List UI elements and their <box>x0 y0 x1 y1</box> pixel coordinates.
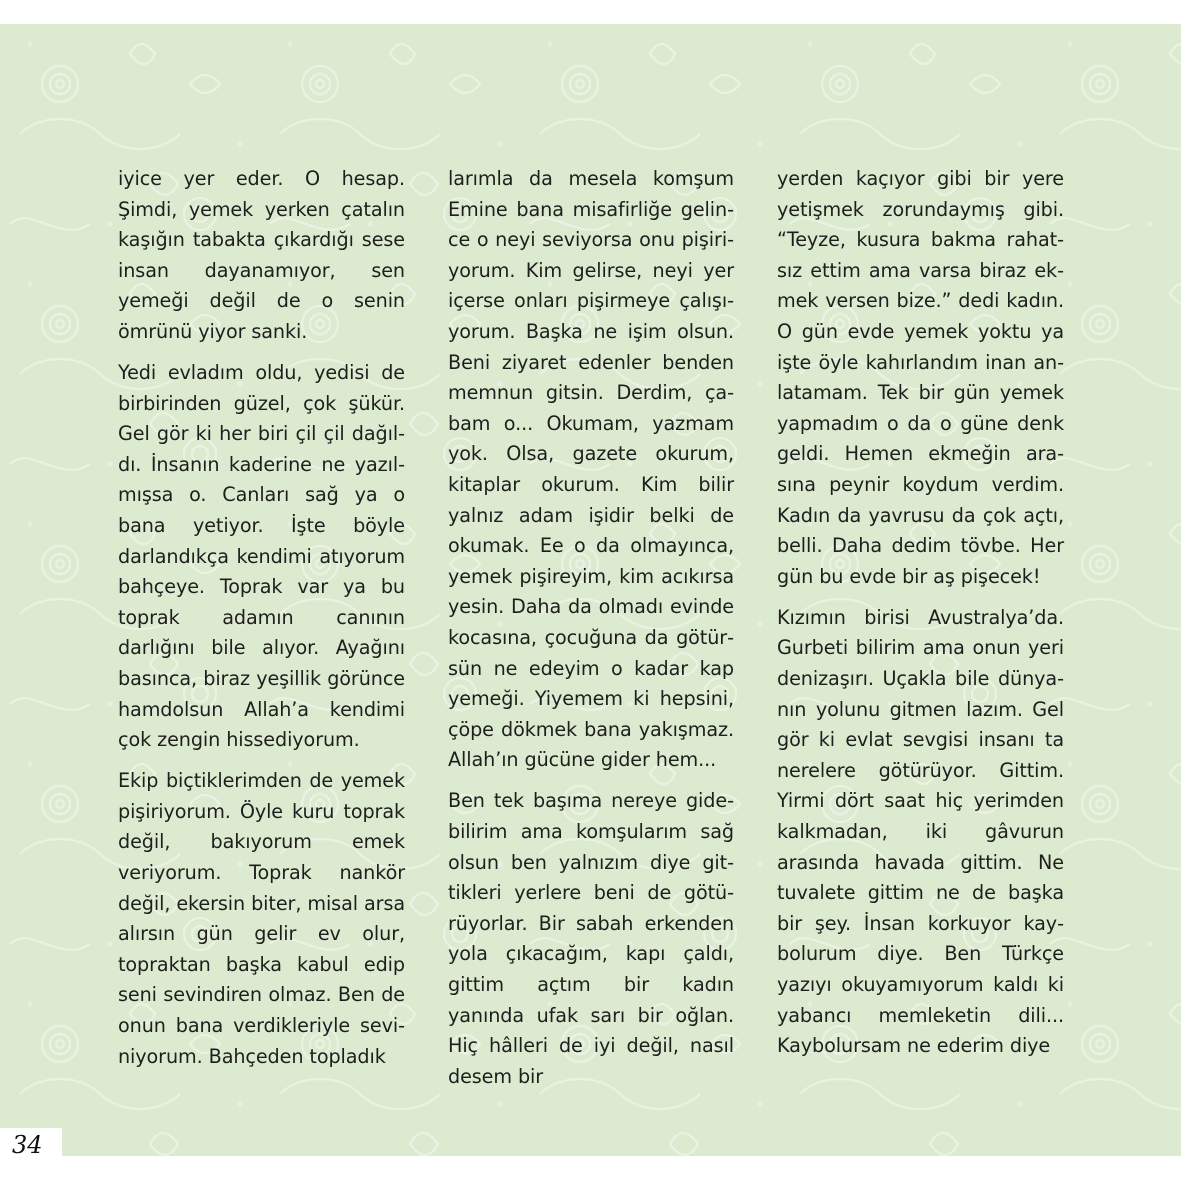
text-column-1 <box>118 164 405 1083</box>
paragraph: Ekip biçtiklerimden de yemek pişiriyorum. Öyle kuru toprak değil, bakıyorum emek veriyorum. Toprak nankör değil, ekersin biter, misal arsa alırsın gün gelir ev olur, topraktan başka kabul edip seni sevindiren olmaz. Ben de onun bana verdikleriyle seviniyorum. Bahçeden topladık <box>118 769 405 1068</box>
page-number: 34 <box>12 1131 43 1159</box>
paragraph: Yedi evladım oldu, yedisi de birbirinden güzel, çok şükür. Gel gör ki her biri çil çil dağıldı. İnsanın kaderine ne yazılmışsa o. Canları sağ ya o bana yetiyor. İşte böyle darlandıkça kendimi atıyorum bahçeye. Toprak var ya bu toprak adamın canının darlığını bile alıyor. Ayağını basınca, biraz yeşillik görünce hamdolsun Allah’a kendimi çok zengin hissediyorum. <box>118 361 405 752</box>
text-column-3 <box>777 164 1064 1072</box>
paragraph: yerden kaçıyor gibi bir yere yetişmek zorundaymış gibi. “Teyze, kusura bakma rahatsız ettim ama varsa biraz ekmek versen bize.” dedi kadın. O gün evde yemek yoktu ya işte öyle kahırlandım inan anlatamam. Tek bir gün yemek yapmadım o da o güne denk geldi. Hemen ekmeğin arasına peynir koydum verdim. Kadın da yavrusu da çok açtı, belli. Daha dedim tövbe. Her gün bu evde bir aş pişecek! <box>777 167 1064 588</box>
text-column-2 <box>448 164 734 1103</box>
paragraph: larımla da mesela komşum Emine bana misafirliğe gelince o neyi seviyorsa onu pişiriyorum. Kim gelirse, neyi yer içerse onları pişirmeye çalışıyorum. Başka ne işim olsun. Beni ziyaret edenler benden memnun gitsin. Derdim, çabam o... Okumam, yazmam yok. Olsa, gazete okurum, kitaplar okurum. Kim bilir yalnız adam işidir belki de okumak. Ee o da olmayınca, yemek pişireyim, kim acıkırsa yesin. Daha da olmadı evinde kocasına, çocuğuna da götürsün ne edeyim o kadar kap yemeği. Yiyemem ki hepsini, çöpe dökmek bana yakışmaz. Allah’ın gücüne gider hem... <box>448 167 734 772</box>
green-page-panel <box>0 24 1181 1156</box>
paragraph: Ben tek başıma nereye gidebilirim ama komşularım sağ olsun ben yalnızım diye gittikleri yerlere beni de götürüyorlar. Bir sabah erkenden yola çıkacağım, kapı çaldı, gittim açtım bir kadın yanında ufak sarı bir oğlan. Hiç hâlleri de iyi değil, nasıl desem bir <box>448 789 734 1088</box>
paragraph: iyice yer eder. O hesap. Şimdi, yemek yerken çatalın kaşığın tabakta çıkardığı sese insan dayanamıyor, sen yemeği değil de o senin ömrünü yiyor sanki. <box>118 167 405 343</box>
paragraph: Kızımın birisi Avustralya’da. Gurbeti bilirim ama onun yeri denizaşırı. Uçakla bile dünyanın yolunu gitmen lazım. Gel gör ki evlat sevgisi insanı ta nerelere götürüyor. Gittim. Yirmi dört saat hiç yerimden kalkmadan, iki gâvurun arasında havada gittim. Ne tuvalete gittim ne de başka bir şey. İnsan korkuyor kaybolurum diye. Ben Türkçe yazıyı okuyamıyorum kaldı ki yabancı memleketin dili... Kaybolursam ne ederim diye <box>777 605 1064 1058</box>
